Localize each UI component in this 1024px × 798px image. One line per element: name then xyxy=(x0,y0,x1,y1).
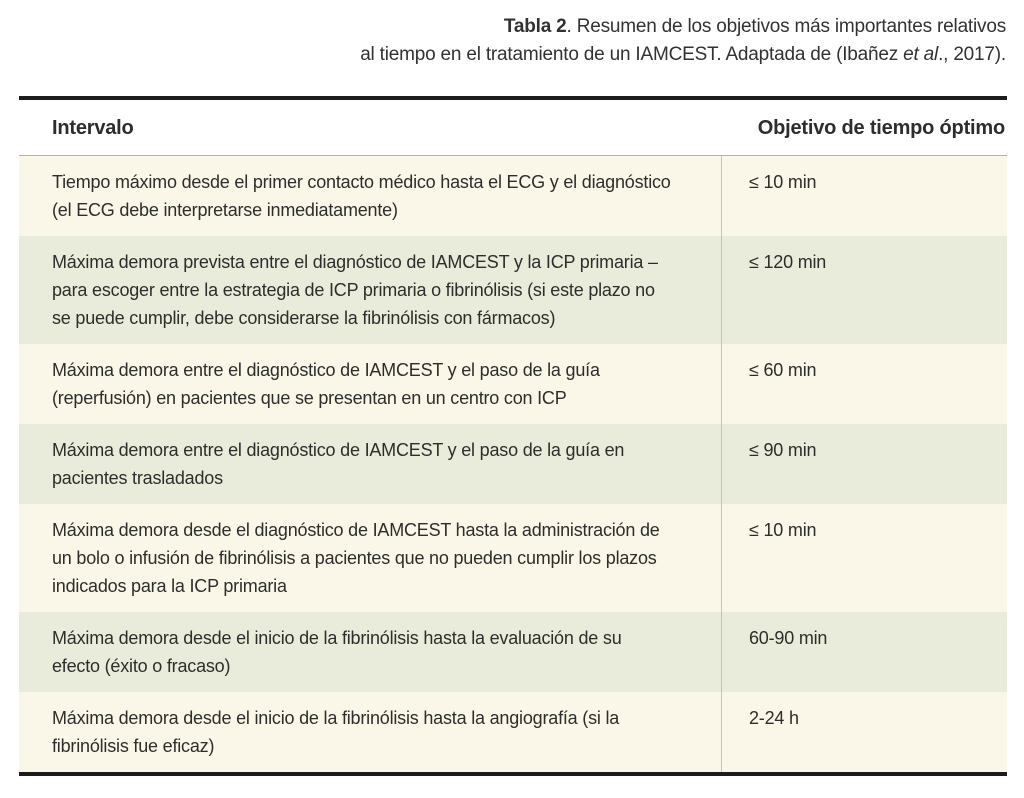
interval-cell: Máxima demora entre el diagnóstico de IAMCEST y el paso de la guía (reperfusión) en pacientes que se presentan en un centro con ICP xyxy=(52,360,600,408)
interval-cell: Tiempo máximo desde el primer contacto médico hasta el ECG y el diagnóstico (el ECG debe interpretarse inmediatamente) xyxy=(52,172,671,220)
objective-cell: ≤ 90 min xyxy=(721,424,1007,504)
interval-cell: Máxima demora prevista entre el diagnóstico de IAMCEST y la ICP primaria – para escoger entre la estrategia de ICP primaria o fibrinólisis (si este plazo no se puede cumplir, debe considerarse la fibrinólisis con fármacos) xyxy=(52,252,658,328)
header-interval-label: Intervalo xyxy=(52,117,134,139)
caption-line1-text: . Resumen de los objetivos más importantes relativos xyxy=(566,16,1006,37)
table-row-1 xyxy=(19,156,1007,236)
table-row-5 xyxy=(19,504,1007,612)
table-row-3 xyxy=(19,344,1007,424)
table-row-2 xyxy=(19,236,1007,344)
caption-et-al: et al xyxy=(903,44,939,65)
table-header-row xyxy=(19,100,1007,156)
table-row-4 xyxy=(19,424,1007,504)
objective-cell: 2-24 h xyxy=(721,692,1007,772)
objective-cell: ≤ 120 min xyxy=(721,236,1007,344)
objective-cell: ≤ 10 min xyxy=(721,504,1007,612)
table-caption xyxy=(0,0,1024,69)
caption-line2-text-pre: al tiempo en el tratamiento de un IAMCEST. Adaptada de (Ibañez xyxy=(360,44,904,65)
timing-objectives-table xyxy=(19,96,1007,776)
objective-cell: ≤ 10 min xyxy=(721,156,1007,236)
caption-table-number: Tabla 2 xyxy=(503,16,567,37)
caption-line2-text-post: ., 2017). xyxy=(938,44,1006,65)
caption-line-2 xyxy=(0,41,1006,69)
table-row-7 xyxy=(19,692,1007,772)
interval-cell: Máxima demora desde el diagnóstico de IAMCEST hasta la administración de un bolo o infusión de fibrinólisis a pacientes que no pueden cumplir los plazos indicados para la ICP primaria xyxy=(52,520,660,596)
header-objective-label: Objetivo de tiempo óptimo xyxy=(757,117,1005,139)
interval-cell: Máxima demora desde el inicio de la fibrinólisis hasta la angiografía (si la fibrinólisis fue eficaz) xyxy=(52,708,620,756)
caption-line-1 xyxy=(0,13,1006,41)
table-row-6 xyxy=(19,612,1007,692)
interval-cell: Máxima demora desde el inicio de la fibrinólisis hasta la evaluación de su efecto (éxito o fracaso) xyxy=(52,628,622,676)
interval-cell: Máxima demora entre el diagnóstico de IAMCEST y el paso de la guía en pacientes trasladados xyxy=(52,440,625,488)
objective-cell: ≤ 60 min xyxy=(721,344,1007,424)
objective-cell: 60-90 min xyxy=(721,612,1007,692)
